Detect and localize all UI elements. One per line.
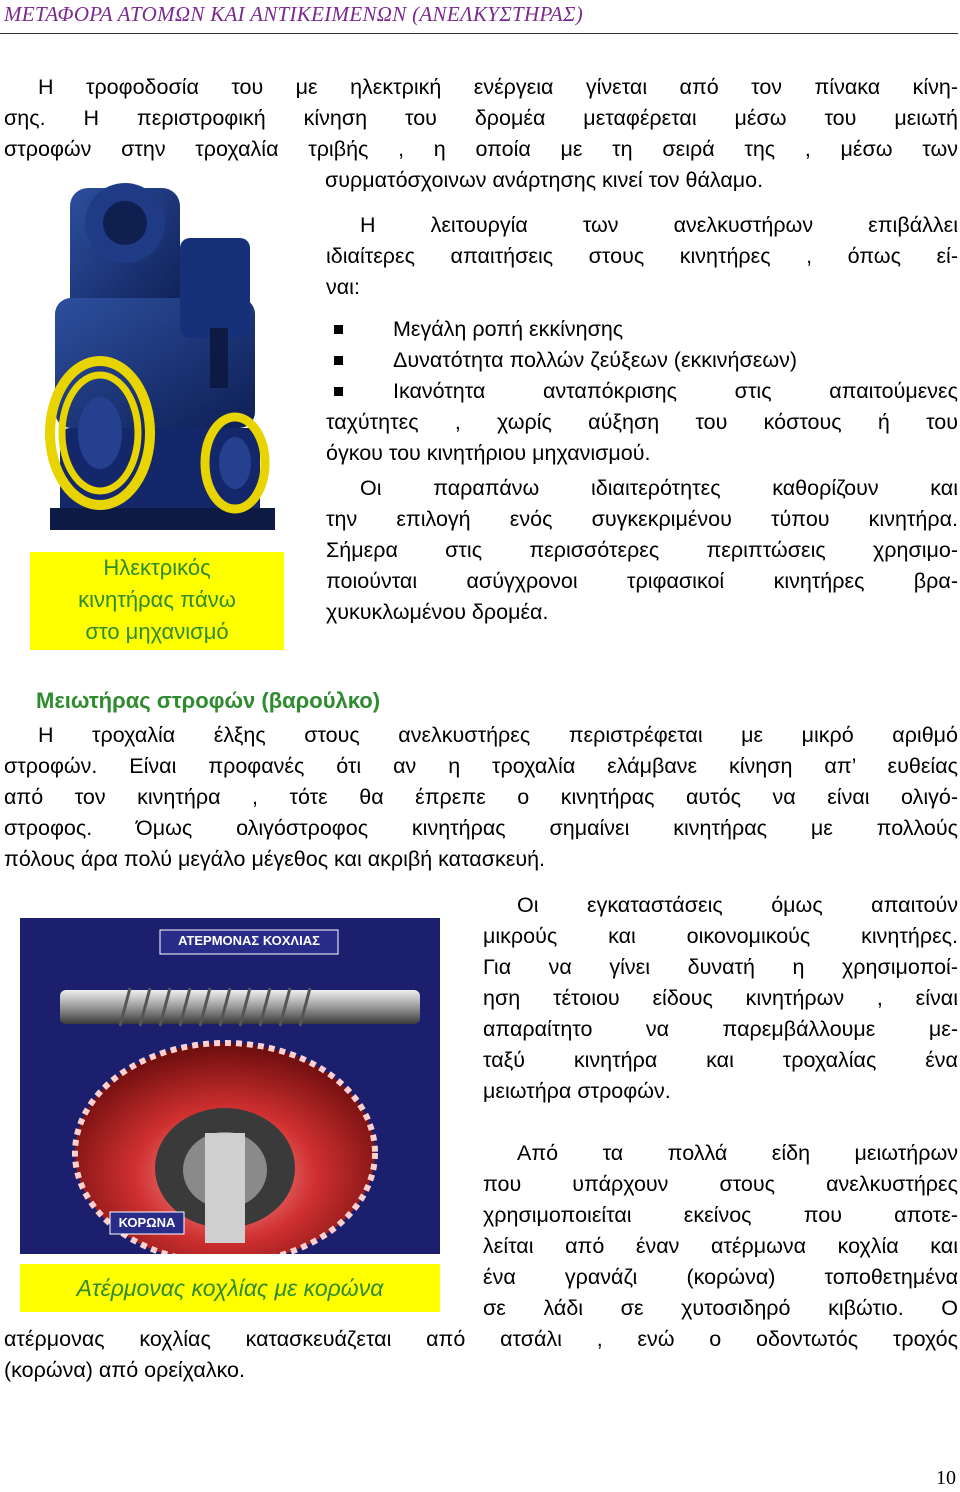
reducer-right-line: λείται από έναν ατέρμωνα κοχλία και (483, 1234, 958, 1258)
reducer-right-line: ηση τέτοιου είδους κινητήρων , είναι (483, 986, 958, 1010)
reducer-right-line: Οι εγκαταστάσεις όμως απαιτούν (517, 893, 958, 917)
motor-line: Οι παραπάνω ιδιαιτερότητες καθορίζουν και (360, 476, 958, 500)
intro-line: σης. Η περιστροφική κίνηση του δρομέα μεταφέρεται μέσω του μειωτή (4, 106, 958, 130)
reducer-paragraph (4, 720, 958, 875)
reducer-right-paragraph-1 (483, 890, 958, 1107)
section-heading: Μειωτήρας στροφών (βαρούλκο) (36, 688, 381, 713)
motor-line: Σήμερα στις περισσότερες περιπτώσεις χρησιμο- (326, 538, 958, 562)
reducer-line: Η τροχαλία έλξης στους ανελκυστήρες περιστρέφεται με μικρό αριθμό (38, 723, 958, 747)
motor-caption-line: κινητήρας πάνω (78, 587, 236, 612)
worm-gear-image (20, 918, 440, 1254)
motor-caption-line: Ηλεκτρικός (103, 555, 211, 580)
list-item-text: Δυνατότητα πολλών ζεύξεων (εκκινήσεων) (393, 348, 798, 372)
list-item (334, 345, 958, 376)
motor-line: ναι: (326, 275, 360, 299)
worm-gear-illustration (20, 918, 440, 1254)
list-item (334, 376, 958, 407)
reducer-right-line: απαραίτητο να παρεμβάλλουμε με- (483, 1017, 958, 1041)
motor-line: Η λειτουργία των ανελκυστήρων επιβάλλει (360, 213, 958, 237)
intro-line: συρματόσχοινων ανάρτησης κινεί τον θάλαμο. (325, 168, 764, 192)
reducer-right-line: χρησιμοποιείται εκείνος που αποτε- (483, 1203, 958, 1227)
motor-requirements-paragraph (326, 210, 958, 303)
bullet-square-icon (334, 325, 343, 334)
list-item-text: Ικανότητα ανταπόκρισης στις απαιτούμενες (393, 379, 958, 403)
reducer-right-line: σε λάδι σε χυτοσιδηρό κιβώτιο. Ο (483, 1296, 958, 1320)
motor-caption-line: στο μηχανισμό (85, 619, 229, 644)
motor-requirements-list (334, 314, 958, 407)
motor-line: χυκυκλωμένου δρομέα. (326, 600, 549, 624)
image-label-crown: ΚΟΡΩΝΑ (118, 1215, 176, 1230)
reducer-final-line: (κορώνα) από ορείχαλκο. (4, 1358, 245, 1382)
motor-illustration (30, 178, 290, 548)
intro-line: στροφών στην τροχαλία τριβής , η οποία με τη σειρά της , μέσω των (4, 137, 958, 161)
motor-line: όγκου του κινητήριου μηχανισμού. (326, 441, 651, 465)
image-label-worm: ΑΤΕΡΜΟΝΑΣ ΚΟΧΛΙΑΣ (178, 933, 320, 948)
reducer-right-line: Για να γίνει δυνατή η χρησιμοποί- (483, 955, 958, 979)
reducer-right-line: μειωτήρα στροφών. (483, 1079, 671, 1103)
reducer-right-line: που υπάρχουν στους ανελκυστήρες (483, 1172, 958, 1196)
motor-line: την επιλογή ενός συγκεκριμένου τύπου κινητήρα. (326, 507, 958, 531)
electric-motor-image (30, 178, 290, 548)
reducer-final-paragraph (4, 1324, 958, 1386)
reducer-line: από τον κινητήρα , τότε θα έπρεπε ο κινητήρας αυτός να είναι ολιγό- (4, 785, 958, 809)
bullet-square-icon (334, 387, 343, 396)
intro-line: Η τροφοδοσία του με ηλεκτρική ενέργεια γίνεται από τον πίνακα κίνη- (38, 75, 958, 99)
page-number: 10 (936, 1467, 956, 1489)
worm-gear-caption: Ατέρμονας κοχλίας με κορώνα (20, 1264, 440, 1312)
page-header-title: ΜΕΤΑΦΟΡΑ ΑΤΟΜΩΝ ΚΑΙ ΑΝΤΙΚΕΙΜΕΝΩΝ (ΑΝΕΛΚΥΣΤΗΡΑΣ) (4, 2, 584, 26)
reducer-right-line: Από τα πολλά είδη μειωτήρων (517, 1141, 958, 1165)
motor-line: ιδιαίτερες απαιτήσεις στους κινητήρες , όπως εί- (326, 244, 958, 268)
list-item-text: Μεγάλη ροπή εκκίνησης (393, 317, 624, 341)
reducer-line: πόλους άρα πολύ μεγάλο μέγεθος και ακριβή κατασκευή. (4, 847, 546, 871)
bullet-square-icon (334, 356, 343, 365)
motor-caption (30, 552, 284, 650)
reducer-final-line: ατέρμονας κοχλίας κατασκευάζεται από ατσάλι , ενώ ο οδοντωτός τροχός (4, 1327, 958, 1351)
reducer-line: στροφος. Όμως ολιγόστροφος κινητήρας σημαίνει κινητήρας με πολλούς (4, 816, 958, 840)
reducer-right-line: μικρούς και οικονομικούς κινητήρες. (483, 924, 958, 948)
reducer-right-line: ταξύ κινητήρα και τροχαλίας ένα (483, 1048, 958, 1072)
motor-line: ποιούνται ασύγχρονοι τριφασικοί κινητήρες βρα- (326, 569, 958, 593)
header-rule (0, 33, 958, 34)
list-item (334, 314, 958, 345)
reducer-right-line: ένα γρανάζι (κορώνα) τοποθετημένα (483, 1265, 958, 1289)
motor-closing-paragraph (326, 473, 958, 628)
reducer-line: στροφών. Είναι προφανές ότι αν η τροχαλία ελάμβανε κίνηση απ’ ευθείας (4, 754, 958, 778)
motor-line: ταχύτητες , χωρίς αύξηση του κόστους ή του (326, 410, 958, 434)
motor-continuation (326, 407, 958, 469)
reducer-right-paragraph-2 (483, 1138, 958, 1324)
